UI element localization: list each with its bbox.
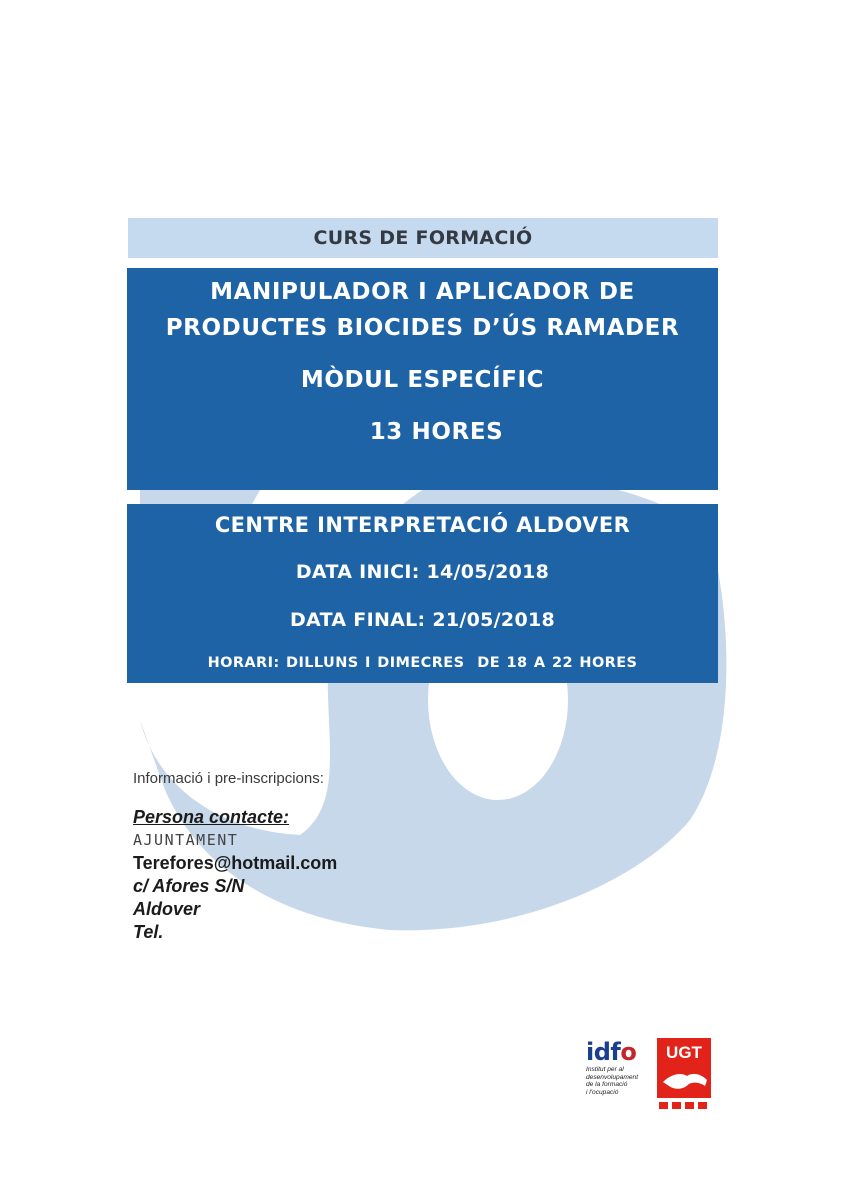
end-date: DATA FINAL: 21/05/2018 <box>289 609 556 631</box>
idfo-subtitle <box>586 1066 646 1096</box>
schedule-text: HORARI: DILLUNS I DIMECRES DE 18 A 22 HORES <box>207 655 638 671</box>
contact-email[interactable]: Terefores@hotmail.com <box>133 853 338 873</box>
course-type-label: CURS DE FORMACIÓ <box>313 227 533 249</box>
idfo-subtitle-line: Institut per al <box>586 1066 624 1073</box>
course-location: CENTRE INTERPRETACIÓ ALDOVER <box>214 513 631 537</box>
idfo-wordmark <box>586 1040 648 1064</box>
info-heading: Informació i pre-inscripcions: <box>133 770 324 787</box>
idfo-wordmark-main: idf <box>586 1038 621 1066</box>
course-hours: 13 HORES <box>369 419 504 445</box>
course-title-line-2: PRODUCTES BIOCIDES D’ÚS RAMADER <box>165 315 680 341</box>
course-type-banner <box>128 218 718 258</box>
schedule <box>127 655 718 671</box>
course-title-line-1: MANIPULADOR I APLICADOR DE <box>210 279 635 305</box>
ugt-logo <box>657 1038 711 1112</box>
idfo-wordmark-o: o <box>620 1038 637 1066</box>
idfo-subtitle-line: i l'ocupació <box>586 1088 619 1096</box>
start-date: DATA INICI: 14/05/2018 <box>295 561 550 583</box>
module-label: MÒDUL ESPECÍFIC <box>300 367 545 393</box>
contact-address: c/ Afores S/N <box>133 876 245 896</box>
course-details-box <box>127 504 718 683</box>
contact-block <box>133 806 337 944</box>
contact-person-label: Persona contacte: <box>133 807 290 827</box>
ugt-text: UGT <box>666 1043 702 1062</box>
idfo-logo <box>586 1040 648 1096</box>
course-title-box <box>127 268 718 490</box>
contact-town: Aldover <box>133 899 201 919</box>
contact-person-handwritten: AJUNTAMENT <box>133 831 239 849</box>
idfo-subtitle-line: de la formació <box>586 1081 628 1088</box>
contact-phone-label: Tel. <box>133 922 164 942</box>
idfo-subtitle-line: desenvolupament <box>586 1073 639 1081</box>
